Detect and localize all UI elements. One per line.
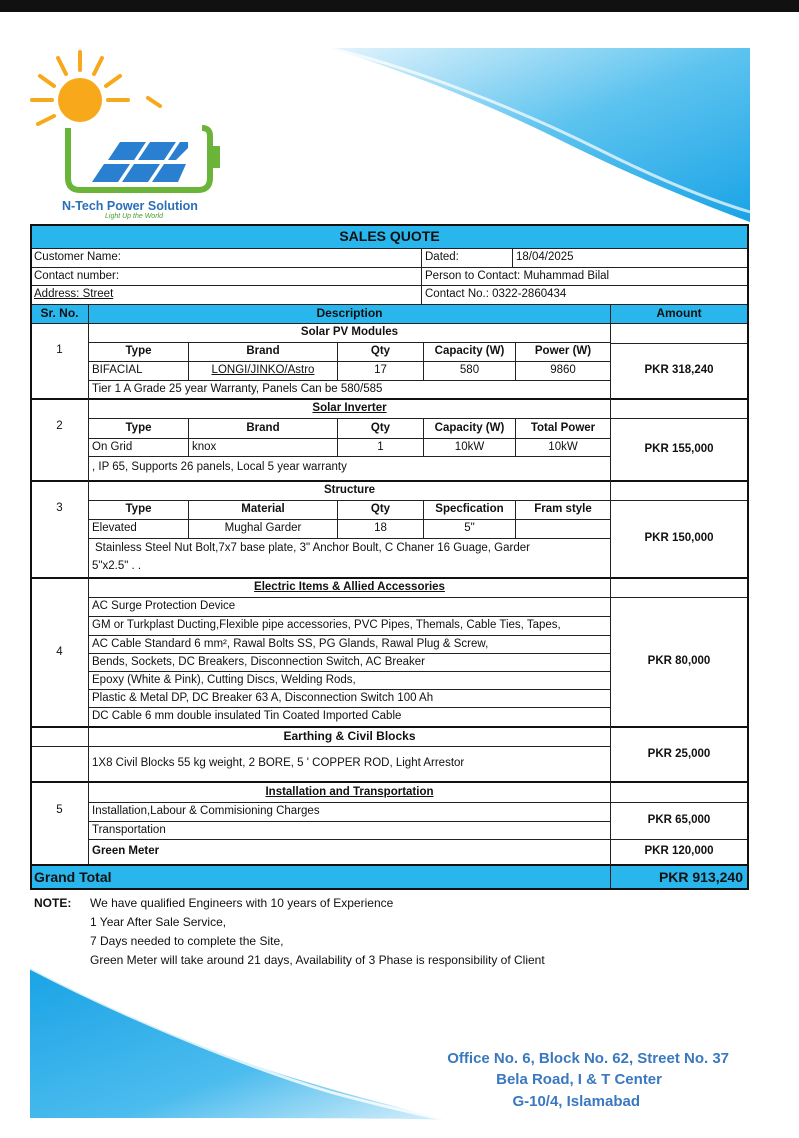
pv-capacity: 580 xyxy=(459,364,480,377)
note-line-1: We have qualified Engineers with 10 years of Experience xyxy=(90,896,394,910)
electric-line-7: DC Cable 6 mm double insulated Tin Coated Imported Cable xyxy=(92,710,402,723)
solar-panel-icon xyxy=(92,142,188,182)
inv-h-total: Total Power xyxy=(530,421,596,434)
electric-line-3: AC Cable Standard 6 mm², Rawal Bolts SS, PG Glands, Rawal Plug & Screw, xyxy=(92,637,489,650)
address-line-2: Bela Road, I & T Center xyxy=(496,1071,662,1088)
contact-no: Contact No.: 0322-2860434 xyxy=(425,288,567,301)
str-h-qty: Qty xyxy=(370,503,391,516)
electric-line-1: AC Surge Protection Device xyxy=(92,600,236,613)
dated-label: Dated: xyxy=(425,251,459,264)
pv-qty: 17 xyxy=(374,364,387,377)
person-to-contact: Person to Contact: Muhammad Bilal xyxy=(425,269,610,282)
inv-capacity: 10kW xyxy=(454,440,485,453)
company-logo xyxy=(28,48,238,220)
inverter-amount: PKR 155,000 xyxy=(644,442,714,455)
str-qty: 18 xyxy=(374,522,387,535)
inverter-note: , IP 65, Supports 26 panels, Local 5 year warranty xyxy=(92,461,347,474)
col-srno: Sr. No. xyxy=(40,306,79,321)
note-line-4: Green Meter will take around 21 days, Availability of 3 Phase is responsibility of Client xyxy=(90,953,545,967)
note-line-3: 7 Days needed to complete the Site, xyxy=(90,934,284,948)
customer-name-label: Customer Name: xyxy=(34,251,121,264)
col-amount: Amount xyxy=(656,306,702,321)
dated-value: 18/04/2025 xyxy=(516,251,574,264)
earthing-title: Earthing & Civil Blocks xyxy=(283,729,416,744)
electric-line-2: GM or Turkplast Ducting,Flexible pipe accessories, PVC Pipes, Themals, Cable Ties, Tapes, xyxy=(92,619,561,632)
structure-title: Structure xyxy=(323,484,376,497)
inv-h-capacity: Capacity (W) xyxy=(434,421,505,434)
inv-h-type: Type xyxy=(125,421,152,434)
inv-h-brand: Brand xyxy=(246,421,280,434)
address-label: Address: Street xyxy=(34,288,114,301)
note-line-2: 1 Year After Sale Service, xyxy=(90,915,227,929)
contact-number-label: Contact number: xyxy=(34,269,120,282)
str-h-spec: Specfication xyxy=(435,503,504,516)
electric-line-5: Epoxy (White & Pink), Cutting Discs, Welding Rods, xyxy=(92,673,356,686)
pv-h-qty: Qty xyxy=(370,345,391,358)
footer-wave-graphic xyxy=(0,960,799,1138)
address-line-1: Office No. 6, Block No. 62, Street No. 37 xyxy=(447,1050,729,1067)
note-label: NOTE: xyxy=(34,896,72,910)
sun-icon xyxy=(32,52,160,124)
installation-title: Installation and Transportation xyxy=(265,785,434,798)
quote-title: SALES QUOTE xyxy=(339,228,440,245)
grand-total-label: Grand Total xyxy=(34,868,112,885)
str-type: Elevated xyxy=(92,522,137,535)
pv-amount: PKR 318,240 xyxy=(644,364,714,377)
green-meter-label: Green Meter xyxy=(92,845,160,858)
electric-line-6: Plastic & Metal DP, DC Breaker 63 A, Disconnection Switch 100 Ah xyxy=(92,691,434,704)
pv-h-type: Type xyxy=(125,345,152,358)
pv-note: Tier 1 A Grade 25 year Warranty, Panels Can be 580/585 xyxy=(92,382,383,395)
str-h-material: Material xyxy=(241,503,285,516)
inv-brand: knox xyxy=(192,440,217,453)
inv-total: 10kW xyxy=(548,440,578,453)
installation-amount: PKR 65,000 xyxy=(647,814,711,827)
structure-note-1: Stainless Steel Nut Bolt,7x7 base plate, 3" Anchor Boult, C Chaner 16 Guage, Garder xyxy=(95,542,530,555)
str-material: Mughal Garder xyxy=(224,522,302,535)
inv-type: On Grid xyxy=(92,440,133,453)
inv-h-qty: Qty xyxy=(370,421,391,434)
electric-amount: PKR 80,000 xyxy=(647,655,711,668)
structure-amount: PKR 150,000 xyxy=(644,532,714,545)
earthing-line: 1X8 Civil Blocks 55 kg weight, 2 BORE, 5 ' COPPER ROD, Light Arrestor xyxy=(92,757,465,770)
grand-total-amount: PKR 913,240 xyxy=(658,868,743,885)
inv-qty: 1 xyxy=(377,440,384,453)
address-line-3: G-10/4, Islamabad xyxy=(512,1093,640,1110)
pv-h-capacity: Capacity (W) xyxy=(434,345,505,358)
str-h-type: Type xyxy=(125,503,152,516)
installation-line-2: Transportation xyxy=(92,823,166,836)
pv-title: Solar PV Modules xyxy=(300,326,399,339)
sr-1: 1 xyxy=(56,344,63,357)
str-spec: 5" xyxy=(464,522,475,535)
installation-line-1: Installation,Labour & Commisioning Charges xyxy=(92,805,320,818)
company-name: N-Tech Power Solution xyxy=(62,199,198,213)
structure-note-2: 5"x2.5" . . xyxy=(92,560,142,573)
sr-2: 2 xyxy=(56,420,63,433)
electric-title: Electric Items & Allied Accessories xyxy=(254,581,445,594)
electric-line-4: Bends, Sockets, DC Breakers, Disconnection Switch, AC Breaker xyxy=(92,655,426,668)
earthing-amount: PKR 25,000 xyxy=(647,747,711,760)
sr-5: 5 xyxy=(56,804,63,817)
sr-3: 3 xyxy=(56,502,63,515)
pv-power: 9860 xyxy=(550,364,576,377)
inverter-title: Solar Inverter xyxy=(312,402,387,415)
pv-type: BIFACIAL xyxy=(92,364,143,377)
green-meter-amount: PKR 120,000 xyxy=(644,845,714,858)
col-description: Description xyxy=(316,306,383,321)
str-h-frame: Fram style xyxy=(534,503,592,516)
pv-brand: LONGI/JINKO/Astro xyxy=(211,364,315,377)
pv-h-brand: Brand xyxy=(246,345,280,358)
company-tagline: Light Up the World xyxy=(105,213,163,220)
str-frame xyxy=(516,520,610,538)
sr-4: 4 xyxy=(56,646,63,659)
pv-h-power: Power (W) xyxy=(534,345,592,358)
